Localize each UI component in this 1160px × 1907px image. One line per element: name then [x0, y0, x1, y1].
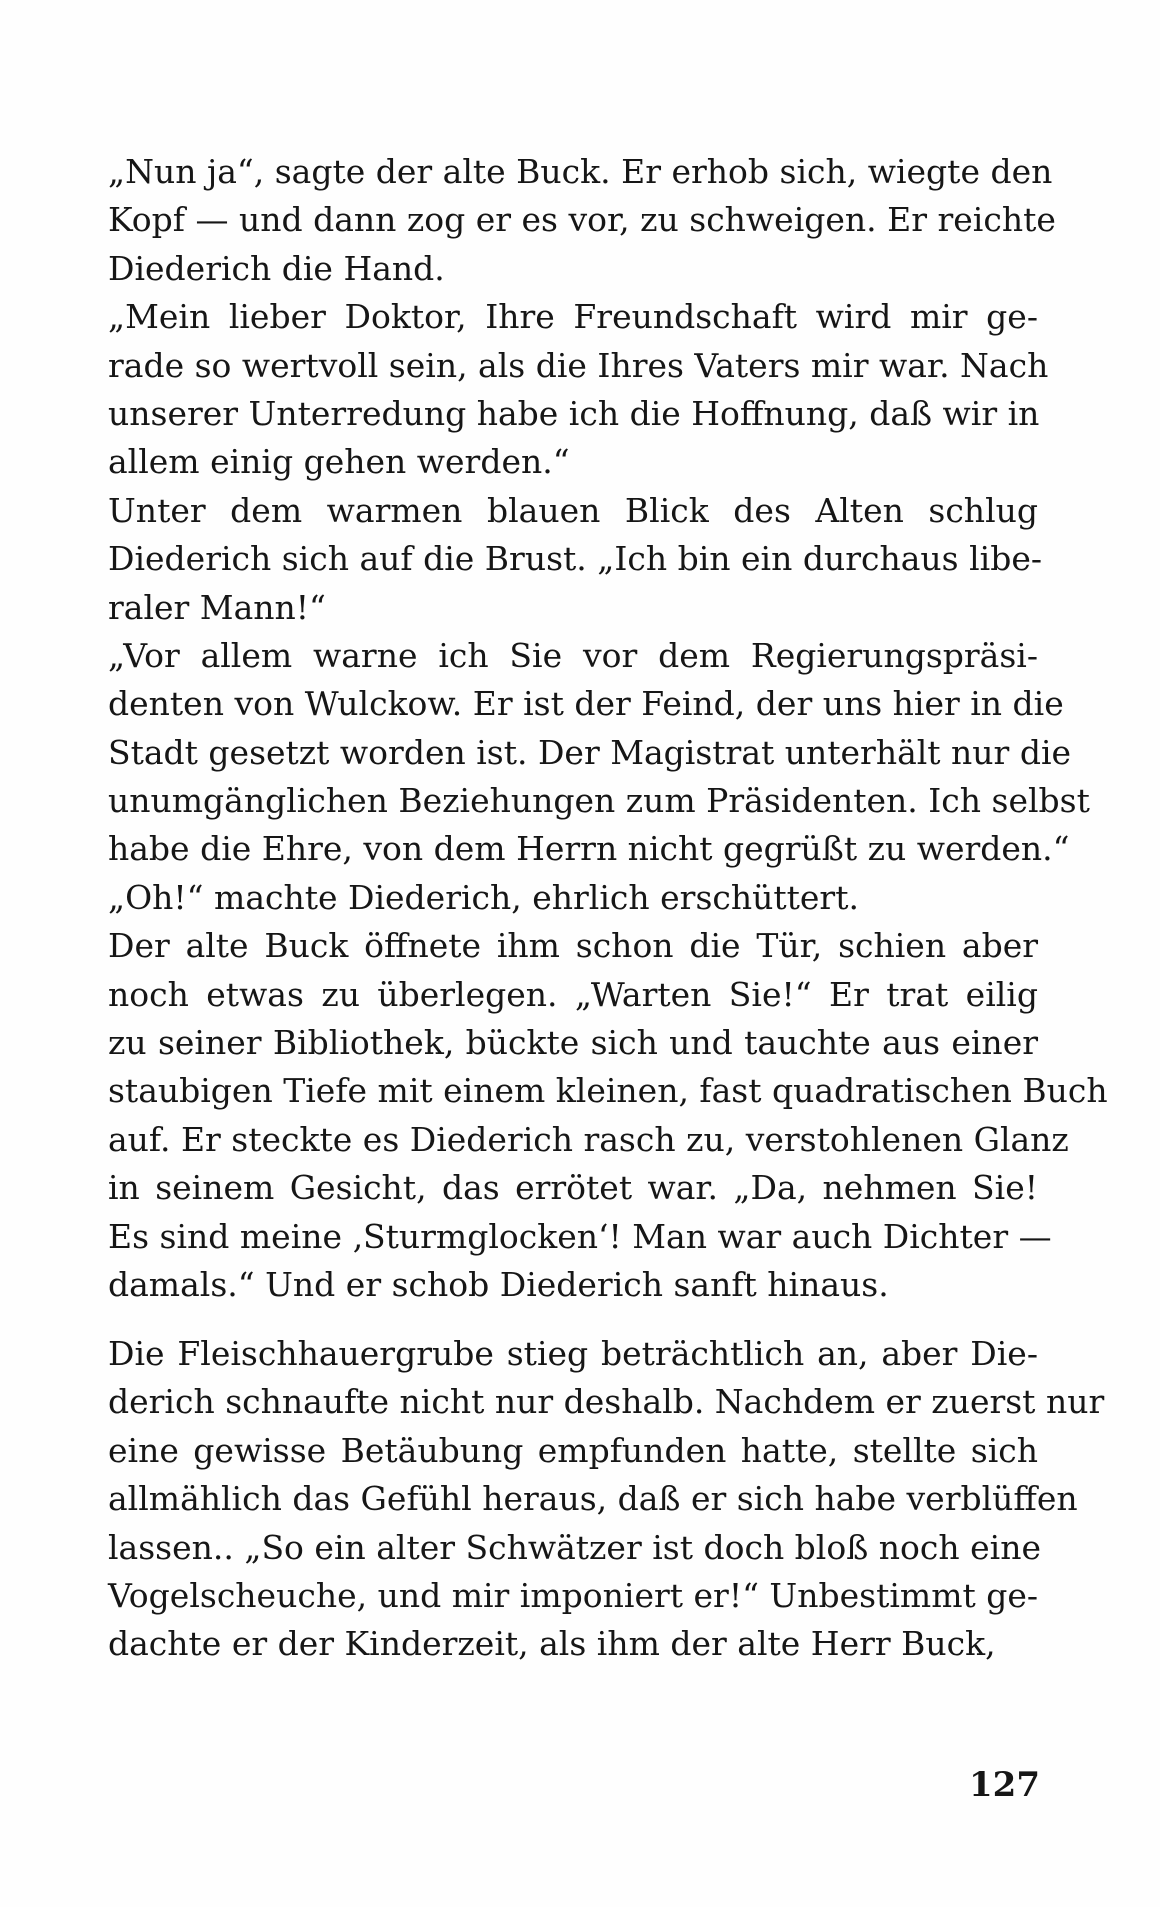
- text-line: Stadt gesetzt worden ist. Der Magistrat unterhält nur die: [108, 732, 1072, 772]
- text-line: Vogelscheuche, und mir imponiert er!“ Unbestimmt ge-: [108, 1575, 1039, 1615]
- text-line: Es sind meine ‚Sturmglocken‘! Man war auch Dichter —: [108, 1216, 1052, 1256]
- paragraph: [108, 293, 1049, 487]
- text-line: Diederich sich auf die Brust. „Ich bin ein durchaus libe-: [108, 539, 1043, 579]
- text-line: unserer Unterredung habe ich die Hoffnung, daß wir in: [108, 393, 1040, 433]
- text-block-section-two: [108, 1330, 1105, 1669]
- text-line: „Vor allem warne ich Sie vor dem Regierungspräsi-: [108, 635, 1038, 675]
- text-line: habe die Ehre, von dem Herrn nicht gegrüßt zu werden.“: [108, 829, 1070, 869]
- text-line: Unter dem warmen blauen Blick des Alten schlug: [108, 490, 1038, 530]
- paragraph: [108, 632, 1090, 874]
- text-line: denten von Wulckow. Er ist der Feind, der uns hier in die: [108, 684, 1064, 724]
- text-line: in seinem Gesicht, das errötet war. „Da, nehmen Sie!: [108, 1168, 1038, 1208]
- text-line: raler Mann!“: [108, 587, 326, 627]
- paragraph: [108, 1330, 1105, 1669]
- text-line: staubigen Tiefe mit einem kleinen, fast quadratischen Buch: [108, 1071, 1108, 1111]
- text-line: Kopf — und dann zog er es vor, zu schweigen. Er reichte: [108, 200, 1056, 240]
- paragraph: [108, 874, 1038, 922]
- text-line: „Mein lieber Doktor, Ihre Freundschaft wird mir ge-: [108, 297, 1038, 337]
- text-line: lassen.. „So ein alter Schwätzer ist doch bloß noch eine: [108, 1527, 1041, 1567]
- text-line: auf. Er steckte es Diederich rasch zu, verstohlenen Glanz: [108, 1119, 1069, 1159]
- text-line: Diederich die Hand.: [108, 248, 445, 288]
- text-line: noch etwas zu überlegen. „Warten Sie!“ Er trat eilig: [108, 974, 1038, 1014]
- paragraph: [108, 922, 1108, 1309]
- text-line: Der alte Buck öffnete ihm schon die Tür, schien aber: [108, 926, 1038, 966]
- text-line: rade so wertvoll sein, als die Ihres Vaters mir war. Nach: [108, 345, 1049, 385]
- paragraph: [108, 487, 1043, 632]
- text-line: allmählich das Gefühl heraus, daß er sich habe verblüffen: [108, 1479, 1078, 1519]
- text-line: unumgänglichen Beziehungen zum Präsidenten. Ich selbst: [108, 781, 1090, 821]
- text-line: dachte er der Kinderzeit, als ihm der alte Herr Buck,: [108, 1624, 996, 1664]
- page-number: 127: [969, 1765, 1040, 1805]
- text-line: Die Fleischhauergrube stieg beträchtlich an, aber Die-: [108, 1334, 1038, 1373]
- text-line: „Oh!“ machte Diederich, ehrlich erschüttert.: [108, 877, 859, 917]
- text-line: „Nun ja“, sagte der alte Buck. Er erhob sich, wiegte den: [108, 152, 1053, 191]
- text-line: eine gewisse Betäubung empfunden hatte, stellte sich: [108, 1430, 1038, 1470]
- text-line: damals.“ Und er schob Diederich sanft hinaus.: [108, 1264, 889, 1304]
- paragraph: [108, 148, 1056, 293]
- text-line: allem einig gehen werden.“: [108, 442, 570, 482]
- text-block-main: [108, 148, 1108, 1309]
- text-line: zu seiner Bibliothek, bückte sich und tauchte aus einer: [108, 1023, 1038, 1063]
- text-line: derich schnaufte nicht nur deshalb. Nachdem er zuerst nur: [108, 1382, 1105, 1422]
